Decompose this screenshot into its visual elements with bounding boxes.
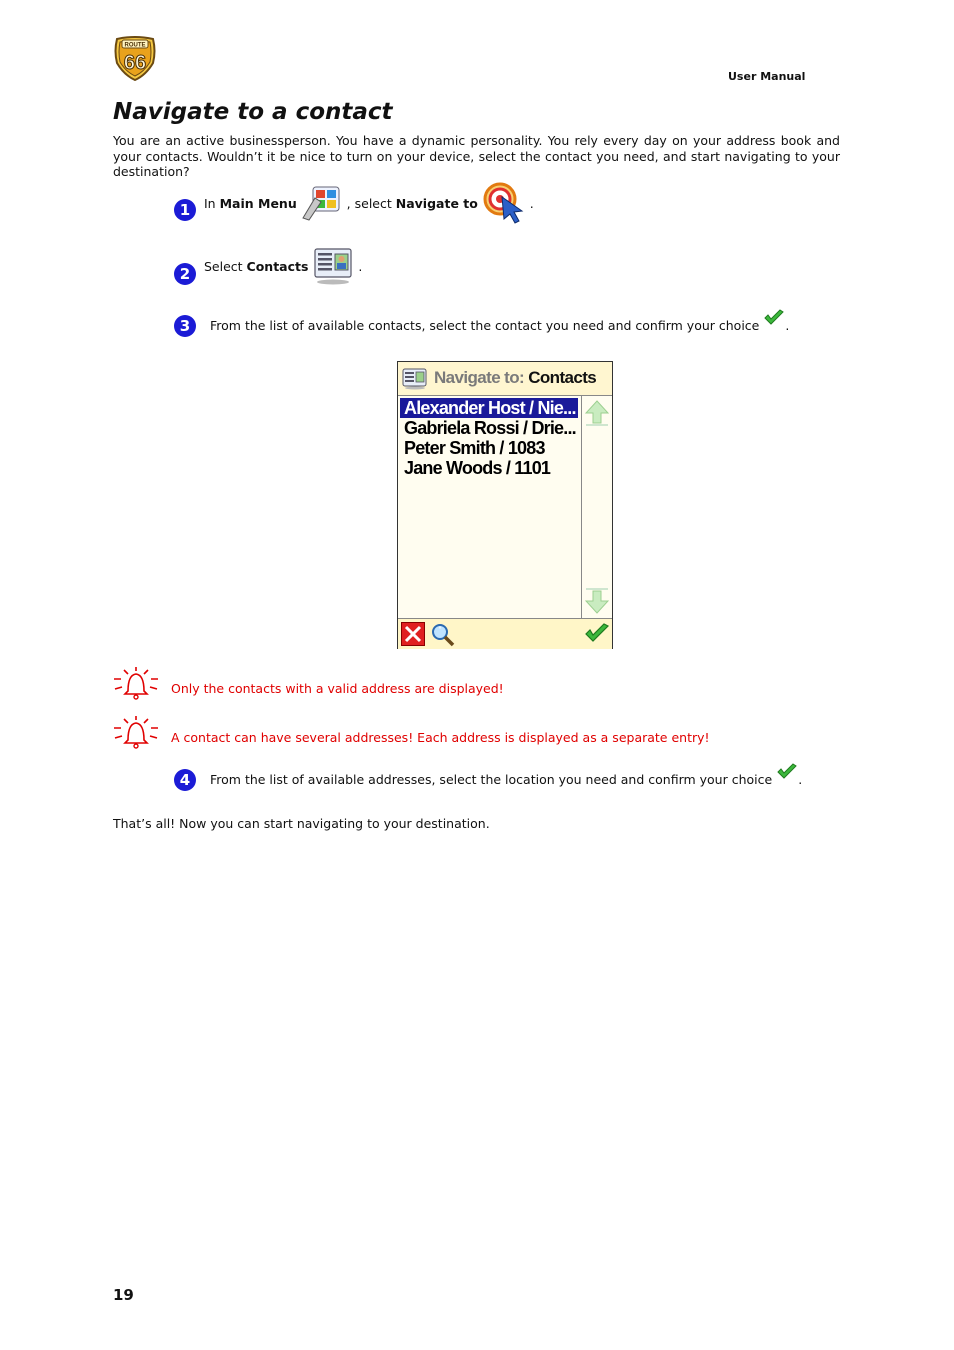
step-1-number: 1 — [174, 199, 196, 221]
step-2-number: 2 — [174, 263, 196, 285]
list-item[interactable]: Peter Smith / 1083 — [404, 438, 545, 458]
intro-paragraph: You are an active businessperson. You have a dynamic personality. You rely every day on your address book and your contacts. Wouldn’t it be nice to turn on your device, select the contact you need, and start navigating to your destination? — [113, 133, 840, 179]
device-title-bar — [398, 362, 612, 396]
list-item[interactable]: Alexander Host / Nie... — [400, 398, 578, 418]
confirm-check-icon[interactable] — [584, 623, 610, 650]
svg-text:*: * — [438, 626, 442, 633]
closing-text: That’s all! Now you can start navigating to your destination. — [113, 816, 490, 831]
step-2-text: Select Contacts . — [204, 246, 362, 289]
warning-text: Only the contacts with a valid address are displayed! — [171, 681, 504, 696]
contacts-icon — [312, 246, 354, 289]
device-screenshot — [397, 361, 613, 649]
bell-icon — [112, 665, 160, 701]
page-title: Navigate to a contact — [113, 99, 393, 125]
contacts-icon — [402, 368, 428, 395]
device-bottom-bar — [398, 618, 612, 649]
svg-text:66: 66 — [123, 52, 147, 74]
contacts-list — [398, 396, 582, 618]
device-title-main: Contacts — [528, 368, 597, 387]
step-3-number: 3 — [174, 315, 196, 337]
page-number: 19 — [113, 1286, 134, 1304]
scrollbar[interactable] — [582, 396, 612, 618]
bell-icon — [112, 714, 160, 750]
warning-text: A contact can have several addresses! Each address is displayed as a separate entry! — [171, 730, 710, 745]
search-icon[interactable] — [430, 622, 456, 653]
check-icon — [763, 309, 785, 330]
step-3-text: From the list of available contacts, select the contact you need and confirm your choice . — [210, 318, 789, 333]
list-item[interactable]: Gabriela Rossi / Drie... — [404, 418, 576, 438]
scroll-down-icon[interactable] — [585, 587, 609, 620]
step-4-text: From the list of available addresses, select the location you need and confirm your choice . — [210, 772, 802, 787]
list-item[interactable]: Jane Woods / 1101 — [404, 458, 551, 478]
cancel-icon[interactable] — [401, 622, 425, 651]
device-title-prefix: Navigate to: — [434, 368, 525, 387]
header-label: User Manual — [728, 70, 806, 83]
step-1-text: In Main Menu , select Navigate to . — [204, 181, 534, 228]
scroll-up-icon[interactable] — [585, 399, 609, 432]
check-icon — [776, 763, 798, 784]
step-4-number: 4 — [174, 769, 196, 791]
route66-logo — [112, 35, 158, 81]
navigate-to-icon — [482, 181, 526, 228]
svg-text:ROUTE: ROUTE — [124, 42, 146, 49]
main-menu-icon — [301, 184, 343, 225]
